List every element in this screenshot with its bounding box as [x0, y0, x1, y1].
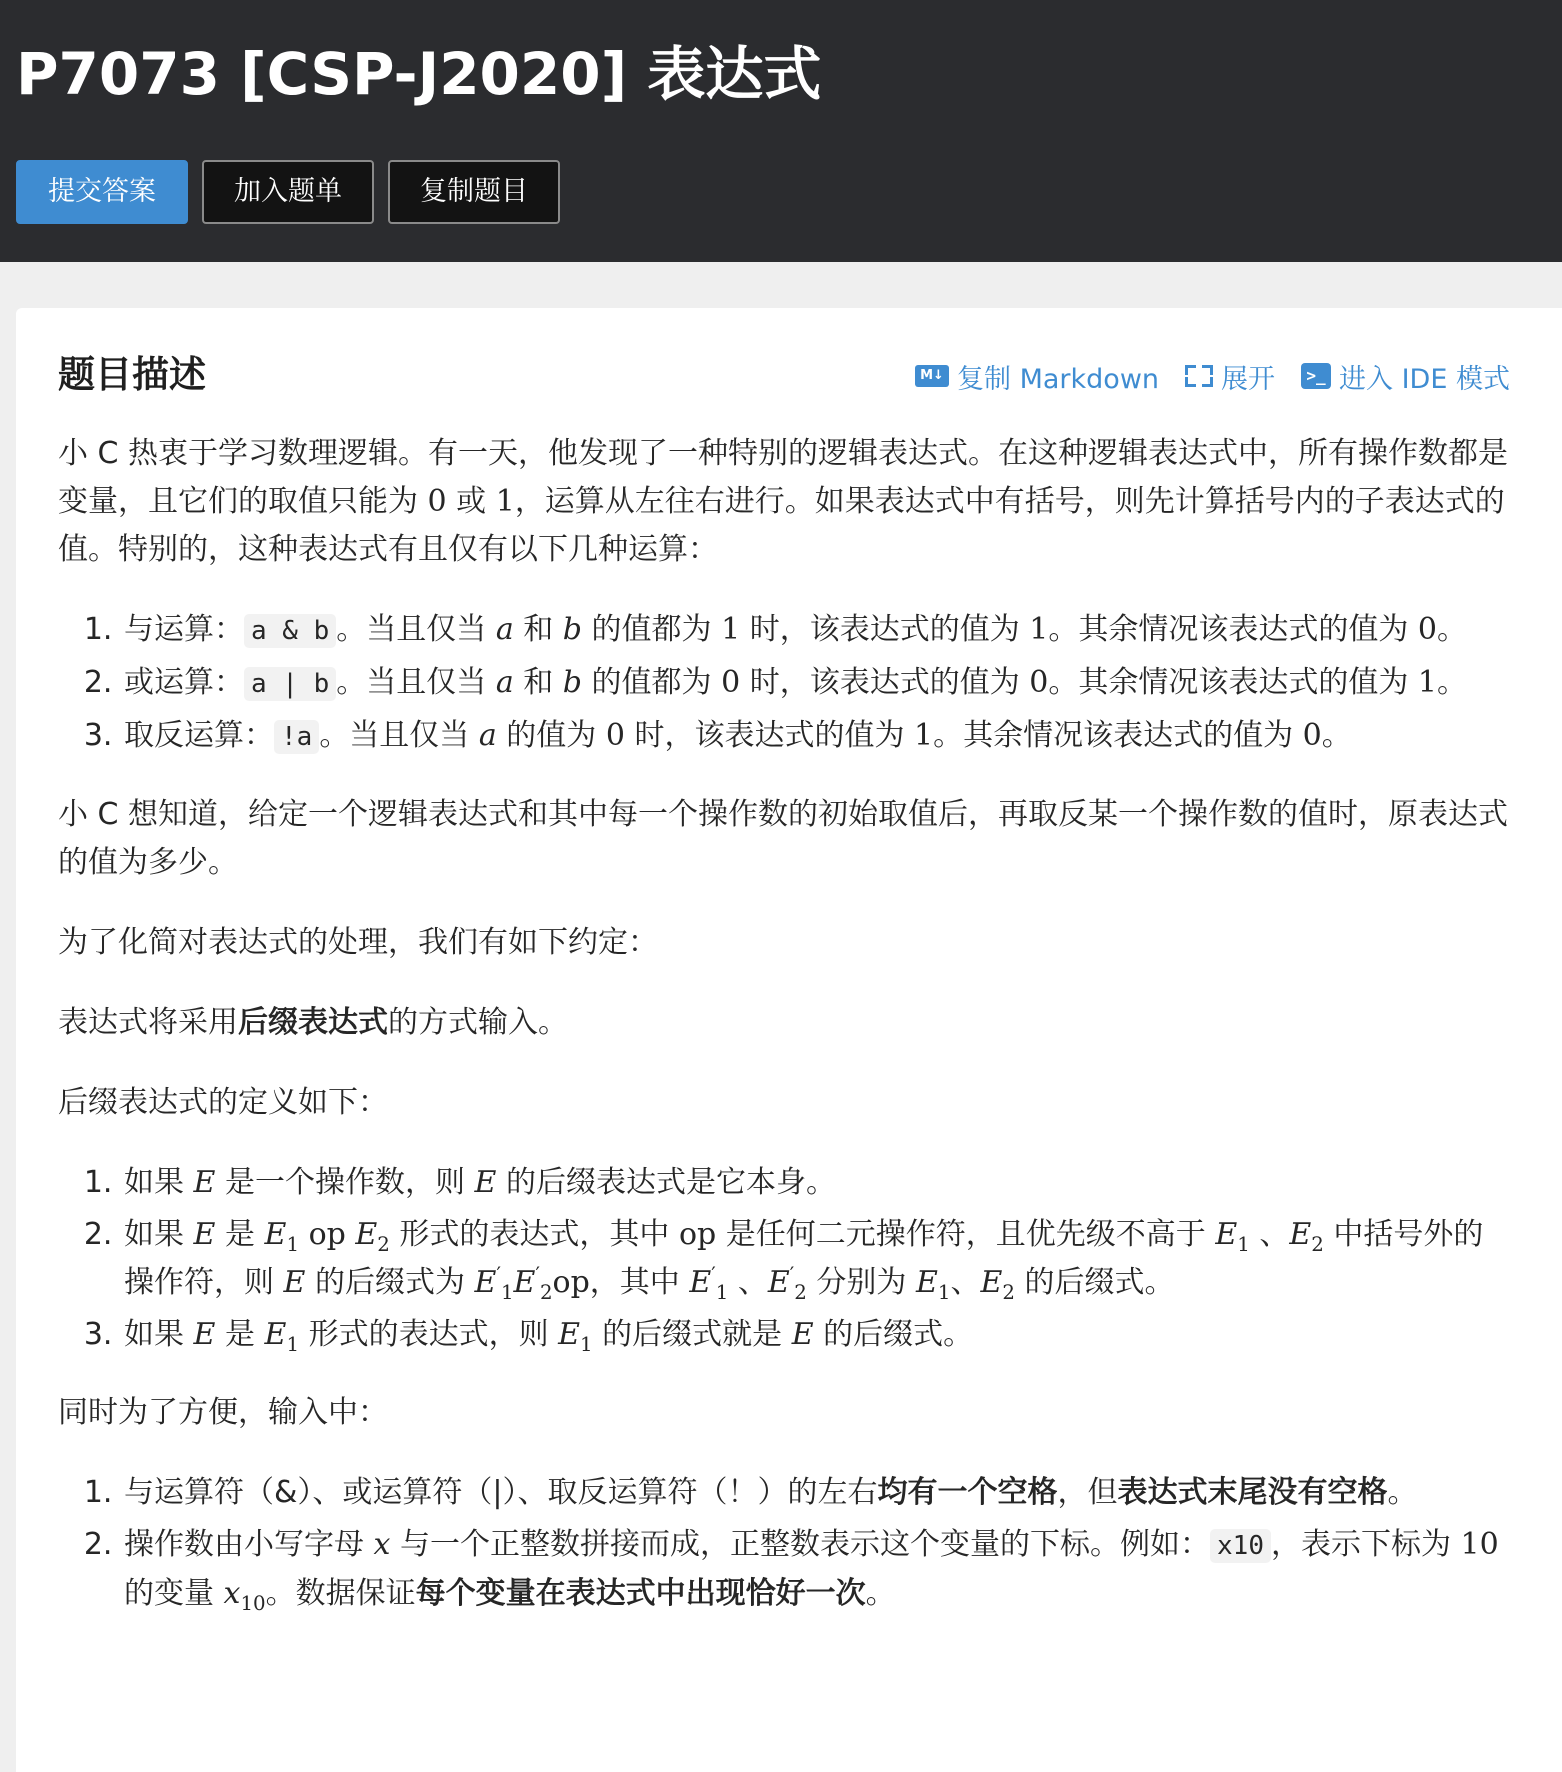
question-paragraph: 小 C 想知道，给定一个逻辑表达式和其中每一个操作数的初始取值后，再取反某一个操作数的值时，原表达式的值为多少。	[58, 797, 1509, 880]
input-convention-paragraph: 同时为了方便，输入中：	[58, 1395, 388, 1430]
list-item-and: 1. 与运算： a & b 。当且仅当 a 和 b 的值都为 1 时，该表达式的值为 1。其余情况该表达式的值为 0。	[122, 606, 1510, 655]
list-item-or: 2. 或运算： a | b 。当且仅当 a 和 b 的值都为 0 时，该表达式的值为 0。其余情况该表达式的值为 1。	[122, 659, 1510, 708]
code-not: !a	[274, 720, 319, 754]
expand-label: 展开	[1221, 363, 1276, 395]
problem-title: P7073 [CSP-J2020] 表达式	[16, 40, 822, 108]
add-to-problem-list-button[interactable]: 加入题单	[202, 160, 374, 224]
copy-problem-button[interactable]: 复制题目	[388, 160, 560, 224]
convention-paragraph: 为了化简对表达式的处理，我们有如下约定：	[58, 925, 658, 960]
list-item-postfix-3: 3. 如果 E 是 $E_1$ 形式的表达式，则 $E_1$ 的后缀式就是 E 的后缀式。	[122, 1311, 1510, 1359]
ide-mode-label: 进入 IDE 模式	[1339, 363, 1510, 395]
section-actions	[915, 354, 1510, 398]
postfix-definition-paragraph: 后缀表达式的定义如下：	[58, 1085, 388, 1120]
copy-markdown-link[interactable]	[915, 357, 1159, 396]
markdown-icon: M↓	[915, 365, 949, 387]
list-item-input-1: 1. 与运算符（&）、或运算符（|）、取反运算符（！）的左右均有一个空格，但表达式末尾没有空格。	[122, 1469, 1510, 1517]
list-item-postfix-2: 2. 如果 E 是 $E_1$ op $E_2$ 形式的表达式，其中 op 是任何二元操作符，且优先级不高于 $E_1$ 、$E_2$ 中括号外的操作符，则 E 的后缀式为 $E'_1E'_2op$，其中 $E'_1$ 、$E'_2$ 分别为 $E_1$、$E_2$ 的后缀式。	[122, 1211, 1510, 1307]
postfix-definition-list	[58, 1159, 1510, 1359]
list-item-input-2: 2. 操作数由小写字母 x 与一个正整数拼接而成，正整数表示这个变量的下标。例如： x10 ，表示下标为 10 的变量 $x_{10}$。数据保证每个变量在表达式中出现恰好一次。	[122, 1521, 1510, 1618]
list-item-not: 3. 取反运算： !a 。当且仅当 a 的值为 0 时，该表达式的值为 1。其余情况该表达式的值为 0。	[122, 712, 1510, 761]
submit-answer-button[interactable]: 提交答案	[16, 160, 188, 224]
section-title: 题目描述	[58, 353, 206, 396]
code-or: a | b	[244, 667, 336, 701]
problem-card	[16, 308, 1562, 1772]
operations-list	[58, 606, 1510, 761]
intro-paragraph: 小 C 热衷于学习数理逻辑。有一天，他发现了一种特别的逻辑表达式。在这种逻辑表达式中，所有操作数都是变量，且它们的取值只能为 0 或 1，运算从左往右进行。如果表达式中有括号，则先计算括号内的子表达式的值。特别的，这种表达式有且仅有以下几种运算：	[58, 436, 1509, 567]
expand-icon	[1185, 365, 1213, 387]
expand-link[interactable]	[1185, 357, 1275, 396]
problem-description	[58, 430, 1510, 1648]
terminal-icon: >_	[1301, 363, 1331, 389]
copy-markdown-label: 复制 Markdown	[957, 363, 1160, 395]
ide-mode-link[interactable]	[1301, 357, 1510, 396]
input-convention-list	[58, 1469, 1510, 1618]
code-and: a & b	[244, 614, 336, 648]
list-item-postfix-1: 1. 如果 E 是一个操作数，则 E 的后缀表达式是它本身。	[122, 1159, 1510, 1207]
problem-header	[0, 0, 1562, 262]
code-x10: x10	[1210, 1529, 1271, 1563]
postfix-input-paragraph: 表达式将采用后缀表达式的方式输入。	[58, 1005, 568, 1040]
